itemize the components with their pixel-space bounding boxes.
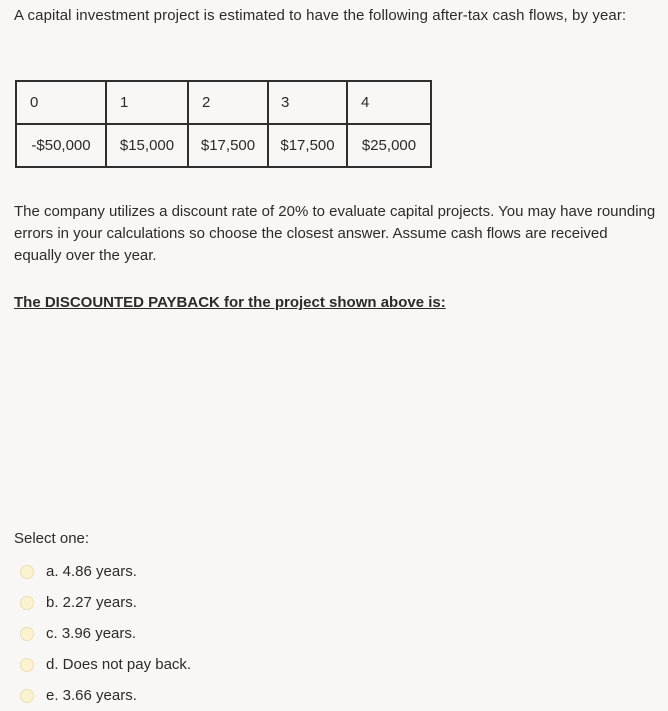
radio-button-icon[interactable]: [20, 565, 34, 579]
answer-option-e[interactable]: [20, 680, 191, 711]
radio-button-icon[interactable]: [20, 658, 34, 672]
cash-flow-cell-3: $17,500: [268, 124, 347, 167]
answer-option-label: c. 3.96 years.: [46, 625, 137, 642]
answer-option-d[interactable]: [20, 649, 191, 680]
question-details: [14, 201, 668, 267]
year-cell-0: [16, 81, 106, 124]
year-cell-1: [106, 81, 188, 124]
answer-option-b[interactable]: [20, 587, 191, 618]
answer-option-label: b. 2.27 years.: [46, 594, 137, 611]
details-line: The company utilizes a discount rate of 20% to evaluate capital projects. You may have rounding: [14, 203, 656, 220]
answer-option-c[interactable]: [20, 618, 191, 649]
cash-flow-cell-0: -$50,000: [16, 124, 106, 167]
select-one-label: Select one:: [14, 530, 90, 547]
radio-button-icon[interactable]: [20, 689, 34, 703]
details-line: errors in your calculations so choose the closest answer. Assume cash flows are received: [14, 225, 608, 242]
year-label: 1: [120, 94, 129, 111]
radio-button-icon[interactable]: [20, 596, 34, 610]
cash-flow-cell-4: $25,000: [347, 124, 431, 167]
year-cell-4: [347, 81, 431, 124]
answer-options: [20, 556, 191, 711]
answer-option-label: a. 4.86 years.: [46, 563, 137, 580]
cash-flow-table: [15, 80, 432, 168]
question-prompt: The DISCOUNTED PAYBACK for the project shown above is:: [14, 294, 446, 311]
answer-option-label: e. 3.66 years.: [46, 687, 137, 704]
year-label: 4: [361, 94, 370, 111]
cash-flow-cell-2: $17,500: [188, 124, 268, 167]
year-label: 0: [30, 94, 39, 111]
year-label: 3: [281, 94, 290, 111]
year-row: [16, 81, 431, 124]
details-line: equally over the year.: [14, 247, 157, 264]
radio-button-icon[interactable]: [20, 627, 34, 641]
year-cell-2: [188, 81, 268, 124]
question-intro: A capital investment project is estimated to have the following after-tax cash flows, by year:: [14, 7, 627, 24]
year-cell-3: [268, 81, 347, 124]
cash-flow-row: [16, 124, 431, 167]
answer-option-a[interactable]: [20, 556, 191, 587]
answer-option-label: d. Does not pay back.: [46, 656, 192, 673]
year-label: 2: [202, 94, 211, 111]
cash-flow-cell-1: $15,000: [106, 124, 188, 167]
